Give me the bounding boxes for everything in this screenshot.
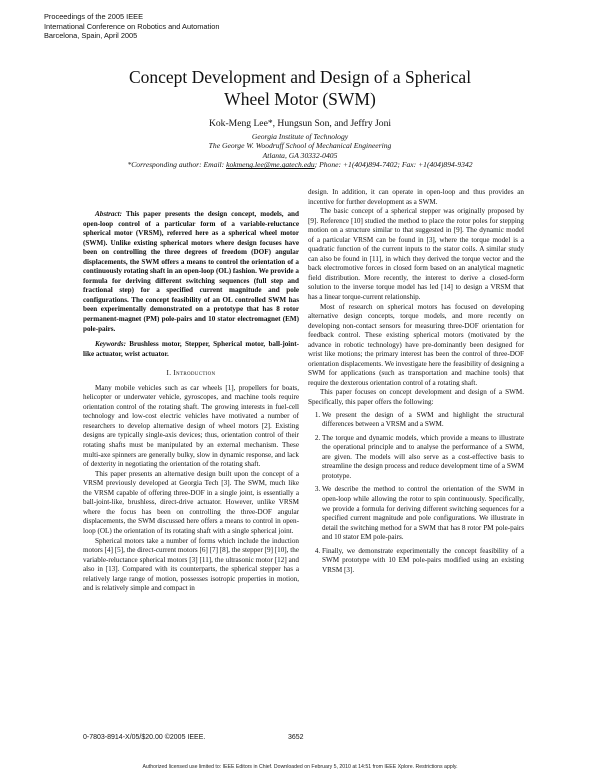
title-line-2: Wheel Motor (SWM) [224, 89, 376, 109]
body-paragraph: Most of research on spherical motors has focused on developing alternative design concepts, torque models, and more recently on developing non-contact sensors for measuring three-DOF orientation for feedback control. These existing spherical motors (motivated by the advance in robotic technology) have pre-dominantly been designed for wrist like motions; the primary interest has been the control of three-DOF orientation displacements. We investigate here the feasibility of designing a SWM for applications (such as transportation and machine tools) that require the dexterous orientation control of a rotating shaft. [308, 302, 524, 387]
intro-paragraph: This paper presents an alternative design built upon the concept of a VRSM previously developed at Georgia Tech [3]. The SWM, much like the VRSM capable of offering three-DOF in a single joint, is essentially a ball-joint-like, brushless, direct-drive actuator. However, unlike VRSM where the focus has been on controlling the three-DOF angular displacements, the SWM discussed here offers a means to control in open-loop (OL) the orientation of its rotating shaft with a single spherical joint. [83, 469, 299, 535]
continued-paragraph: design. In addition, it can operate in open-loop and thus provides an incentive for further development as a SWM. [308, 188, 524, 206]
contribution-list [308, 411, 524, 576]
body-paragraph: The basic concept of a spherical stepper was originally proposed by [9]. Reference [10] studied the method to place the rotor poles for stepping motion on a structure similar to that suggested in [9]. The dynamic model of a particular VRSM can be found in [3], where the torque model is a quadratic function of the current inputs to the stator coils. A similar study can also be found in [11], in which they derived the torque vector and the back electromotive forces in closed form based on an analytical magnetic field distribution. More recently, the interest to derive a closed-form solution to the inverse torque model has led [14] to design a VRSM that has a linear torque-current relationship. [308, 207, 524, 302]
abstract [83, 210, 299, 334]
corresponding-prefix: *Corresponding author: Email: [127, 160, 227, 170]
phone-fax: ; Phone: +1(404)894-7402; Fax: +1(404)894-9342 [314, 160, 473, 170]
abstract-label: Abstract: [95, 210, 122, 218]
proceedings-line: Proceedings of the 2005 IEEE [44, 12, 144, 21]
title-line-1: Concept Development and Design of a Spherical [128, 67, 472, 87]
contribution-item: 1. We present the design of a SWM and highlight the structural differences between a VRSM and a SWM. [322, 411, 524, 430]
author-list: Kok-Meng Lee*, Hungsun Son, and Jeffry Joni [208, 118, 392, 129]
keywords-text: Brushless motor, Stepper, Spherical motor, ball-joint-like actuator, wrist actuator. [83, 340, 299, 358]
contribution-item: 3. We describe the method to control the orientation of the SWM in open-loop while allowing the rotor to spin continuously. Specifically, we provide a formula for deriving different switching sequences for a specified current magnitude and pole configurations. We illustrate in detail the switching method for a SWM that has 8 rotor PM pole-pairs and 10 stator EM pole-pairs. [322, 485, 524, 542]
left-column [83, 210, 299, 594]
body-paragraph: This paper focuses on concept development and design of a SWM. Specifically, this paper offers the following: [308, 388, 524, 407]
license-notice: Authorized licensed use limited to: IEEE Editors in Chief. Downloaded on February 5, 2010 at 14:51 from IEEE Xplore. Restrictions apply. [142, 764, 458, 770]
section-heading-introduction: I. Introduction [166, 369, 216, 378]
affiliation-city: Atlanta, GA 30332-0405 [262, 150, 338, 160]
intro-paragraph: Spherical motors take a number of forms which include the induction motors [4] [5], the direct-current motors [6] [7] [8], the stepper [9] [10], the variable-reluctance spherical motors [3] [11], the ultrasonic motor [12] and also in [13]. Compared with its counterparts, the spherical stepper has a relatively large range of motion, possesses isotropic properties in motion, and is relatively simple and compact in [83, 536, 299, 593]
corresponding-author-line [40, 160, 560, 169]
contribution-item: 4. Finally, we demonstrate experimentally the concept feasibility of a SWM prototype with 10 EM pole-pairs modified using an existing VRSM [3]. [322, 547, 524, 576]
page-number: 3652 [288, 734, 304, 741]
location-line: Barcelona, Spain, April 2005 [44, 31, 138, 41]
conference-header [44, 12, 219, 41]
intro-paragraph: Many mobile vehicles such as car wheels [1], propellers for boats, helicopter or underwater vehicle, gyroscopes, and machine tools require orientation control of the rotating shaft. The growing interests in fuel-cell technology and low-cost electric vehicles have motivated a number of researchers to develop alternative design of wheel motors [2]. Existing designs are typically single-axis devices; thus, orientation control of their rotating shafts must be manipulated by an external mechanism. These multi-axe spinners are generally bulky, slow in dynamic response, and lack of dexterity in negotiating the orientation of the rotating shaft. [83, 383, 299, 469]
right-column [308, 188, 524, 579]
conference-line: International Conference on Robotics and Automation [44, 21, 220, 31]
contribution-item: 2. The torque and dynamic models, which provide a means to illustrate the operational principle and to analyse the performance of a SWM, are given. The models will also serve as a cost-effective basis to streamline the design process and reduce development time of a SWM prototype. [322, 434, 524, 482]
abstract-text: This paper presents the design concept, models, and open-loop control of a particular form of a variable-reluctance spherical motor (VRSM), referred here as a spherical wheel motor (SWM). Unlike existing spherical motors where design focuses have been on controlling the three degrees of freedom (DOF) angular displacements, the SWM offers a means to control the orientation of a continuously rotating shaft in an open-loop (OL) fashion. We provide a formula for deriving different switching sequences (full step and fractional step) for a specified current magnitude and pole configurations. The concept feasibility of an OL controlled SWM has been experimentally demonstrated on a prototype that has 8 rotor permanent-magnet (PM) pole-pairs and 10 stator electromagnet (EM) pole-pairs. [83, 210, 299, 333]
affiliation-institute: Georgia Institute of Technology [251, 132, 349, 141]
email-link[interactable]: kokmeng.lee@me.gatech.edu [226, 160, 315, 170]
affiliation-block [40, 132, 560, 170]
keywords [83, 340, 299, 359]
keywords-label: Keywords: [95, 340, 126, 349]
affiliation-school: The George W. Woodruff School of Mechanical Engineering [208, 141, 392, 151]
paper-title [40, 66, 560, 110]
isbn-footer: 0-7803-8914-X/05/$20.00 ©2005 IEEE. [83, 734, 206, 741]
